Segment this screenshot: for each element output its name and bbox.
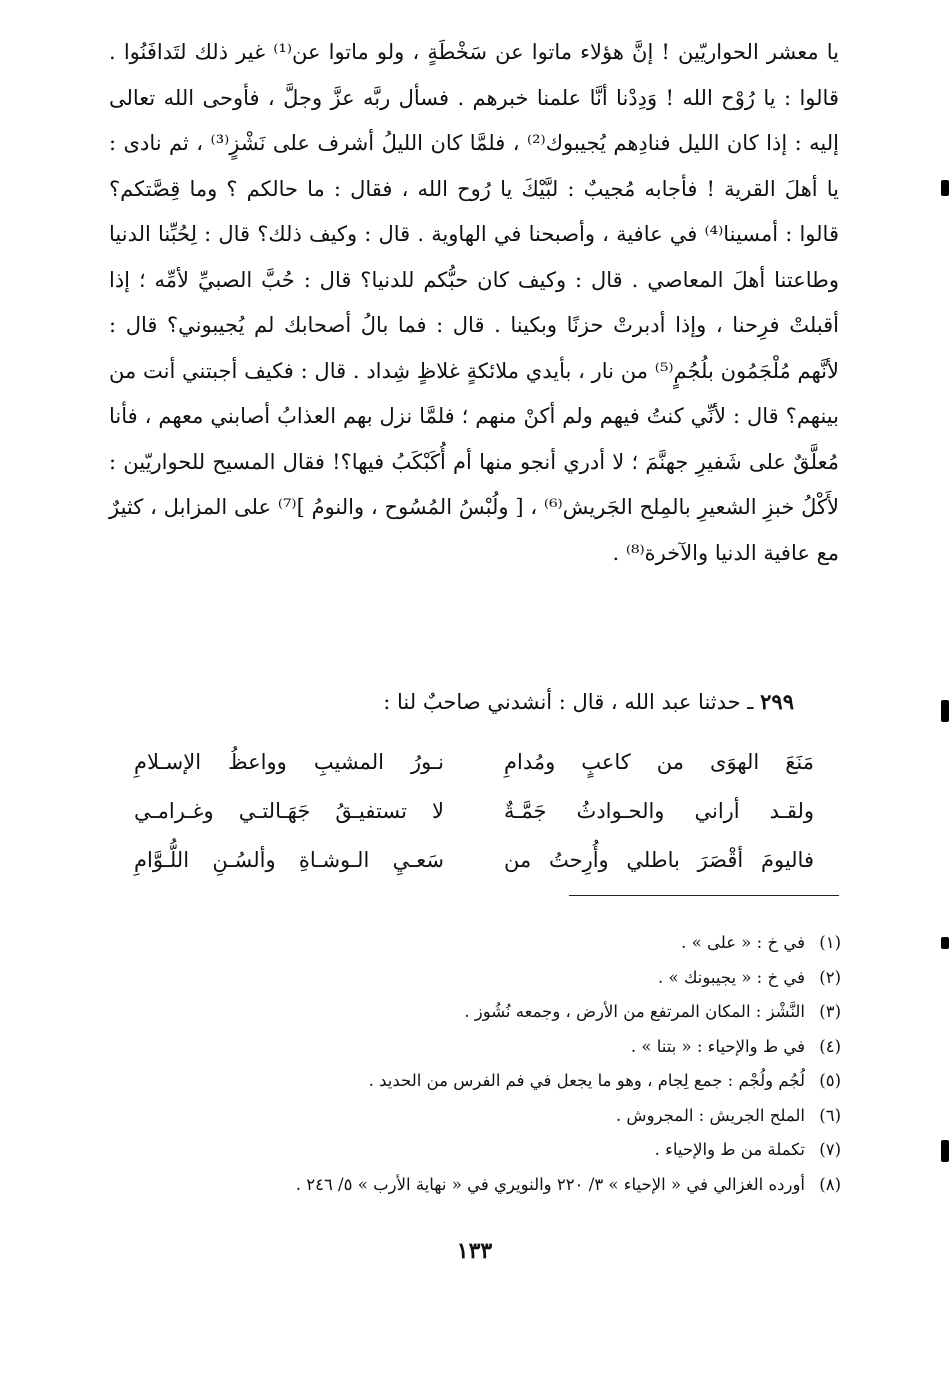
footnote-number: (١) xyxy=(819,933,841,952)
verse-first-hemistich: فاليومَ أقْصَرَ باطلي وأُرِحتُ من xyxy=(504,848,814,872)
footnote-text: في خ : « على » . xyxy=(681,933,805,952)
footnote-number: (٨) xyxy=(819,1174,841,1194)
report-number: ٢٩٩ xyxy=(760,689,794,714)
binding-edge-mark xyxy=(941,180,949,196)
footnote-item xyxy=(101,1030,841,1065)
footnote-text: أورده الغزالي في « الإحياء » ٣/ ٢٢٠ والنويري في « نهاية الأرب » ٥/ ٢٤٦ . xyxy=(295,1174,805,1194)
footnote-text: تكملة من ط والإحياء . xyxy=(654,1140,805,1159)
footnote-item xyxy=(101,961,841,996)
footnote-number: (٥) xyxy=(819,1071,841,1090)
binding-edge-mark xyxy=(941,1140,949,1162)
footnote-item xyxy=(101,1064,841,1099)
binding-edge-mark xyxy=(941,937,949,949)
footnote-text: لُجُم ولُجْم : جمع لِجام ، وهو ما يجعل في فم الفرس من الحديد . xyxy=(368,1071,805,1090)
page-number: ١٣٣ xyxy=(456,1238,493,1264)
footnote-text: في خ : « يجيبونك » . xyxy=(658,967,805,987)
footnote-item xyxy=(101,995,841,1030)
footnote-text: الملح الجريش : المجروش . xyxy=(615,1105,805,1125)
footnote-number: (٤) xyxy=(819,1036,841,1056)
report-intro xyxy=(114,684,794,720)
footnote-item xyxy=(101,926,841,961)
poem-verse xyxy=(134,738,814,787)
binding-edge-mark xyxy=(941,700,949,722)
footnote-text: النَّشْز : المكان المرتفع من الأرض ، وجمعه نُشُوز . xyxy=(464,1002,805,1021)
verse-second-hemistich: لا تستفيـقُ جَهَـالتـي وغـرامـي xyxy=(134,799,444,823)
footnote-item xyxy=(101,1133,841,1168)
poem xyxy=(134,738,814,885)
main-text-block xyxy=(109,30,839,576)
footnote-number: (٢) xyxy=(819,967,841,987)
footnotes-list xyxy=(101,926,841,1202)
footnote-item xyxy=(101,1099,841,1134)
footnote-number: (٣) xyxy=(819,1002,841,1021)
footnote-number: (٧) xyxy=(819,1140,841,1159)
poem-verse xyxy=(134,787,814,836)
main-paragraph: يا معشر الحواريّين ! إنَّ هؤلاء ماتوا عن سَخْطَةٍ ، ولو ماتوا عن⁽¹⁾ غير ذلك لتَدافَنُوا . قالوا : يا رُوْح الله ! وَدِدْنا أنَّا علمنا خبرهم . فسأل ربَّه عزَّ وجلَّ ، فأوحى الله تعالى إليه : إذا كان الليل فنادِهم يُجيبوك⁽²⁾ ، فلمَّا كان الليلُ أشرف على نَشْزٍ⁽³⁾ ، ثم نادى : يا أهلَ القرية ! فأجابه مُجيبٌ : لبَّيْكَ يا رُوح الله ، فقال : ما حالكم ؟ وما قِصَّتكم؟ قالوا : أمسينا⁽⁴⁾ في عافية ، وأصبحنا في الهاوية . قال : وكيف ذلك؟ قال : لِحُبِّنا الدنيا وطاعتنا أهلَ المعاصي . قال : وكيف كان حبُّكم للدنيا؟ قال : حُبَّ الصبيِّ لأمِّه ؛ إذا أقبلتْ فرِحنا ، وإذا أدبرتْ حزنًا وبكينا . قال : فما بالُ أصحابك لم يُجيبوني؟ قال : لأنَّهم مُلْجَمُون بلُجُمٍ⁽⁵⁾ من نار ، بأيدي ملائكةٍ غلاظٍ شِداد . قال : فكيف أجبتني أنت من بينهم؟ قال : لأنِّي كنتُ فيهم ولم أكنْ منهم ؛ فلمَّا نزل بهم العذابُ أصابني معهم ، فأنا مُعلَّقٌ على شَفيرِ جهنَّمَ ؛ لا أدري أنجو منها أم أُكَبْكَبُ فيها؟! فقال المسيح للحواريّين : لأَكْلُ خبزِ الشعيرِ بالمِلح الجَريش⁽⁶⁾ ، [ ولُبْسُ المُسُوح ، والنومُ ]⁽⁷⁾ على المزابل ، كثيرٌ مع عافية الدنيا والآخرة⁽⁸⁾ . xyxy=(109,40,840,565)
footnote-text: في ط والإحياء : « بتنا » . xyxy=(630,1036,805,1056)
verse-first-hemistich: ولقـد أراني والحـوادثُ جَمَّـةٌ xyxy=(504,799,814,823)
poem-verse xyxy=(134,836,814,885)
report-text: ـ حدثنا عبد الله ، قال : أنشدني صاحبٌ لنا : xyxy=(383,690,754,714)
footnote-item xyxy=(101,1168,841,1203)
footnote-divider xyxy=(569,895,839,896)
footnote-number: (٦) xyxy=(819,1105,841,1125)
verse-second-hemistich: سَعـيِ الـوشـاةِ وألسُـنِ اللُّـوَّامِ xyxy=(134,848,444,872)
verse-second-hemistich: نـورُ المشيبِ وواعظُ الإسـلامِ xyxy=(134,750,444,774)
verse-first-hemistich: مَنَعَ الهوَى من كاعبٍ ومُدامِ xyxy=(504,750,814,774)
